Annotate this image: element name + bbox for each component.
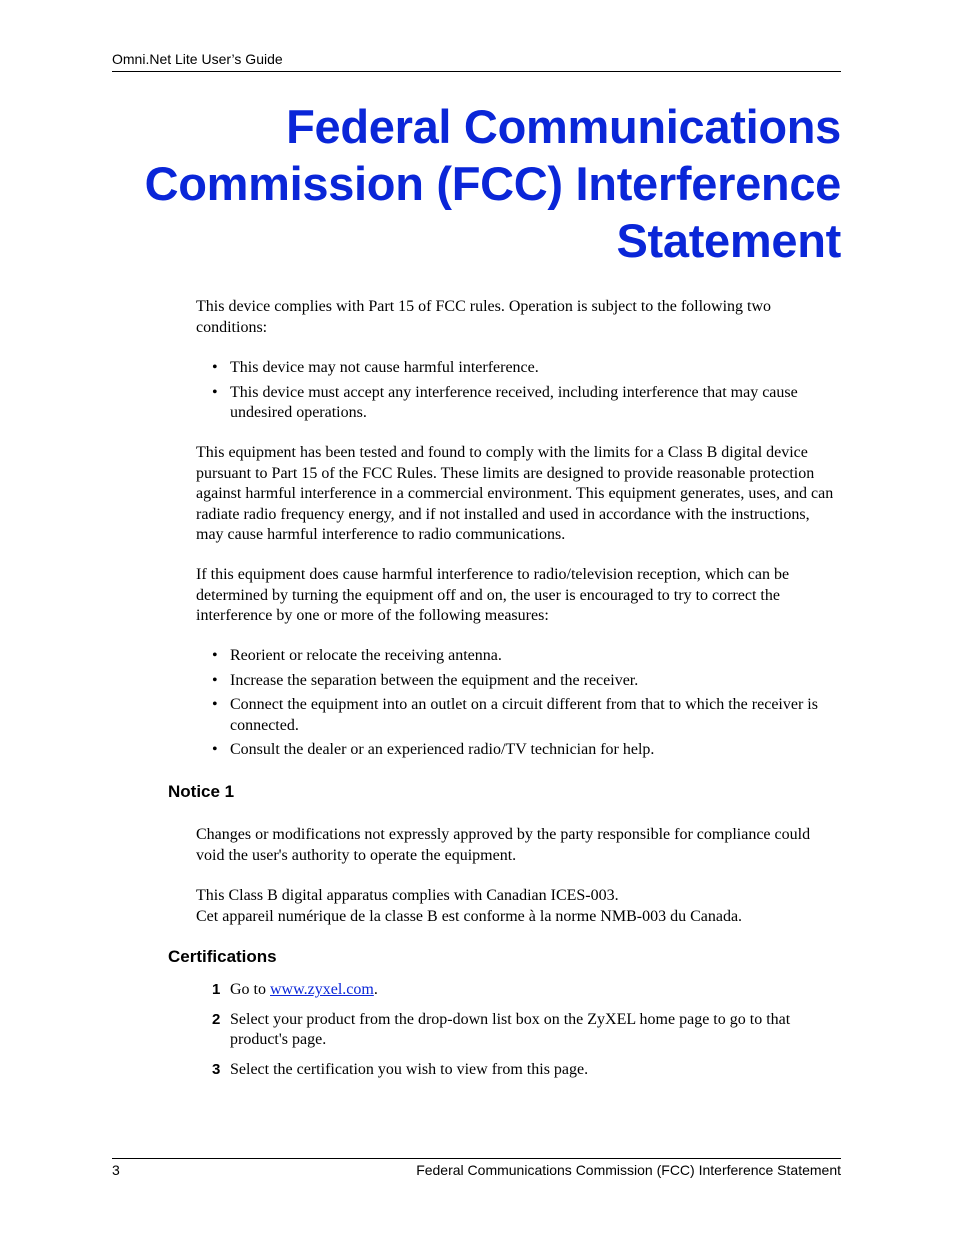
step-number: 3 bbox=[212, 1060, 221, 1078]
conditions-list bbox=[212, 358, 841, 428]
list-item-text: This device must accept any interference received, including interference that may cause undesired operations. bbox=[230, 383, 798, 421]
testing-paragraph: This equipment has been tested and found to comply with the limits for a Class B digital device pursuant to Part 15 of the FCC Rules. These limits are designed to provide reasonable protection against harmful interference in a commercial environment. This equipment generates, uses, and can radiate radio frequency energy, and if not installed and used in accordance with the instructions, may cause harmful interference to radio communications. bbox=[196, 444, 834, 543]
step-text: Select your product from the drop-down list box on the ZyXEL home page to go to that product's page. bbox=[230, 1010, 791, 1048]
step-number: 2 bbox=[212, 1010, 221, 1028]
list-item-text: Increase the separation between the equipment and the receiver. bbox=[230, 671, 639, 689]
intro-paragraph: This device complies with Part 15 of FCC rules. Operation is subject to the following two conditions: bbox=[196, 298, 772, 336]
bullet-icon: • bbox=[212, 696, 218, 713]
list-item-text: Connect the equipment into an outlet on a circuit different from that to which the receiver is connected. bbox=[230, 696, 818, 734]
page-title bbox=[112, 98, 841, 269]
list-item bbox=[212, 671, 841, 692]
step-number: 1 bbox=[212, 981, 221, 998]
list-item bbox=[212, 695, 841, 736]
page-number: 3 bbox=[112, 1162, 120, 1178]
bullet-icon: • bbox=[212, 647, 218, 664]
list-item-text: This device may not cause harmful interference. bbox=[230, 359, 539, 376]
bullet-icon: • bbox=[212, 671, 218, 689]
step-item bbox=[208, 980, 841, 1001]
bullet-icon: • bbox=[212, 359, 218, 376]
step-text: Go to bbox=[230, 981, 270, 998]
list-item-text: Consult the dealer or an experienced radio/TV technician for help. bbox=[230, 741, 655, 758]
notice-heading: Notice 1 bbox=[168, 782, 235, 801]
canada-compliance-fr: Cet appareil numérique de la classe B est conforme à la norme NMB-003 du Canada. bbox=[196, 907, 743, 925]
list-item bbox=[212, 740, 841, 761]
step-text-suffix: . bbox=[373, 981, 378, 998]
list-item-text: Reorient or relocate the receiving antenna. bbox=[230, 647, 502, 664]
measures-list bbox=[212, 646, 841, 765]
list-item bbox=[212, 383, 841, 424]
certification-steps bbox=[208, 980, 841, 1089]
list-item bbox=[212, 646, 841, 667]
step-item bbox=[208, 1010, 841, 1051]
measures-paragraph: If this equipment does cause harmful interference to radio/television reception, which can be determined by turning the equipment off and on, the user is encouraged to try to correct the interference by one or more of the following measures: bbox=[196, 566, 790, 624]
list-item bbox=[212, 358, 841, 379]
footer-section-title: Federal Communications Commission (FCC) Interference Statement bbox=[416, 1162, 841, 1178]
canada-compliance bbox=[196, 886, 841, 927]
footer-rule bbox=[112, 1158, 841, 1159]
bullet-icon: • bbox=[212, 383, 218, 401]
running-header: Omni.Net Lite User’s Guide bbox=[112, 51, 283, 67]
page-title-line-1: Federal Communications bbox=[286, 100, 841, 153]
certifications-heading: Certifications bbox=[168, 947, 277, 966]
notice-paragraph: Changes or modifications not expressly approved by the party responsible for compliance could void the user's authority to operate the equipment. bbox=[196, 826, 811, 864]
step-item bbox=[208, 1060, 841, 1081]
header-rule bbox=[112, 71, 841, 72]
zyxel-website-link[interactable]: www.zyxel.com bbox=[270, 981, 374, 998]
page-title-line-3: Statement bbox=[616, 214, 841, 267]
step-text: Select the certification you wish to view from this page. bbox=[230, 1060, 589, 1078]
bullet-icon: • bbox=[212, 741, 218, 758]
canada-compliance-en: This Class B digital apparatus complies with Canadian ICES-003. bbox=[196, 887, 619, 904]
page-title-line-2: Commission (FCC) Interference bbox=[144, 157, 841, 210]
